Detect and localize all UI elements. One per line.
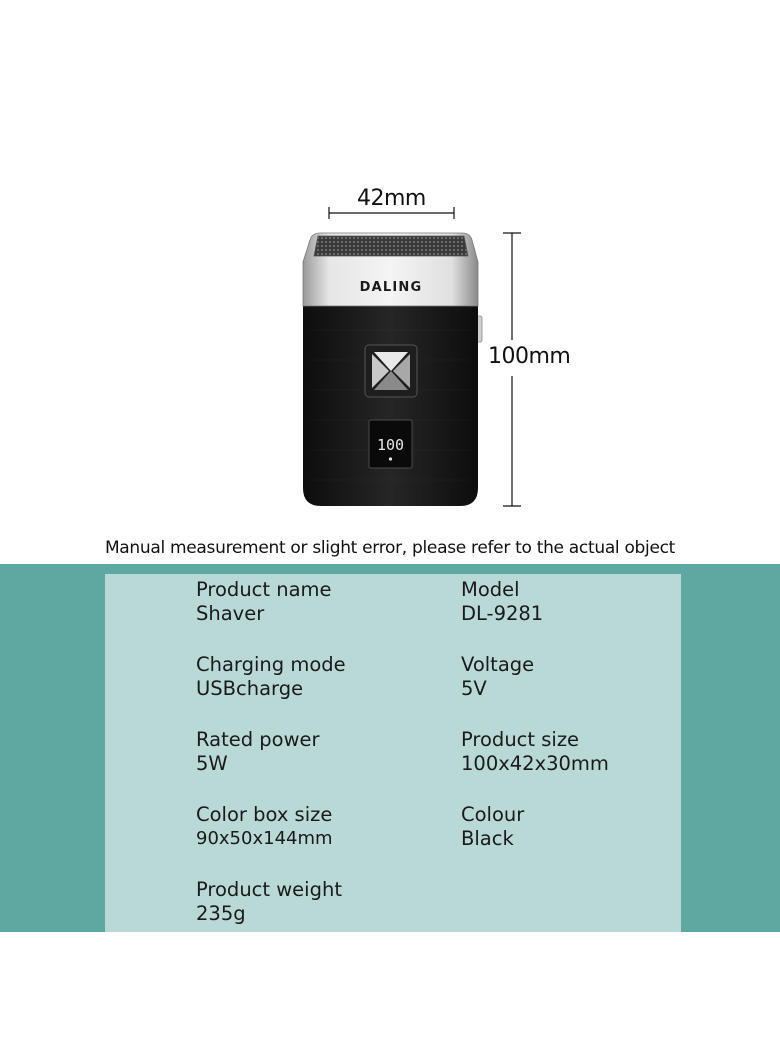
measurement-note: Manual measurement or slight error, please refer to the actual object bbox=[104, 538, 676, 558]
spec-value: 90x50x144mm bbox=[196, 828, 333, 849]
spec-product-size bbox=[461, 728, 609, 776]
spec-product-weight bbox=[196, 878, 342, 926]
battery-display bbox=[369, 420, 412, 468]
spec-value: 5V bbox=[461, 677, 487, 700]
spec-charging-mode bbox=[196, 653, 346, 701]
spec-color-box-size bbox=[196, 803, 333, 851]
spec-label: Product weight bbox=[196, 878, 342, 901]
spec-colour bbox=[461, 803, 524, 851]
power-button bbox=[365, 345, 417, 397]
spec-label: Product size bbox=[461, 728, 580, 751]
width-dimension-label: 42mm bbox=[357, 186, 426, 211]
spec-label: Color box size bbox=[196, 803, 333, 826]
spec-value: USBcharge bbox=[196, 677, 304, 700]
brand-logo: DALING bbox=[359, 280, 423, 295]
svg-text:100: 100 bbox=[376, 436, 405, 454]
spec-voltage bbox=[461, 653, 534, 701]
spec-label: Rated power bbox=[196, 728, 320, 751]
height-dimension-line bbox=[503, 233, 521, 506]
spec-value: 235g bbox=[196, 902, 246, 925]
spec-label: Product name bbox=[196, 578, 332, 601]
spec-value: Shaver bbox=[196, 602, 265, 625]
spec-label: Charging mode bbox=[196, 653, 346, 676]
spec-value: 100x42x30mm bbox=[461, 752, 609, 775]
spec-value: Black bbox=[461, 827, 514, 850]
spec-value: DL-9281 bbox=[461, 602, 544, 625]
spec-product-name bbox=[196, 578, 332, 626]
width-dimension-line bbox=[329, 207, 454, 219]
spec-label: Model bbox=[461, 578, 520, 601]
spec-value: 5W bbox=[196, 752, 228, 775]
spec-model bbox=[461, 578, 543, 626]
spec-label: Colour bbox=[461, 803, 525, 826]
spec-label: Voltage bbox=[461, 653, 535, 676]
height-dimension-label: 100mm bbox=[488, 344, 571, 369]
spec-rated-power bbox=[196, 728, 320, 776]
